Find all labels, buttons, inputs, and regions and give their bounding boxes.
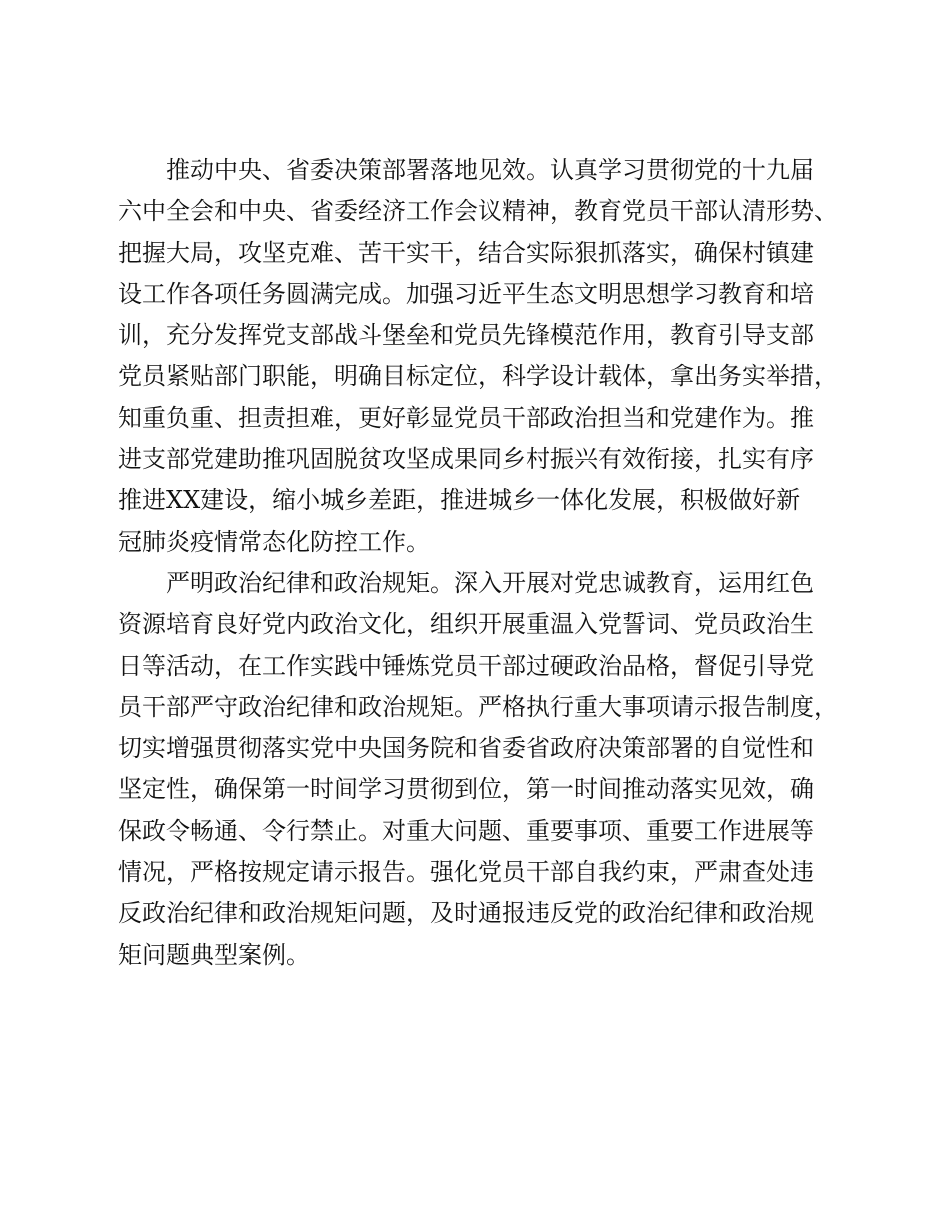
text-line: 推进XX建设，缩小城乡差距，推进城乡一体化发展，积极做好新 <box>118 486 801 515</box>
paragraph-1 <box>118 150 838 563</box>
text-line: 员干部严守政治纪律和政治规矩。严格执行重大事项请示报告制度， <box>118 692 838 721</box>
paragraph-2 <box>118 563 838 976</box>
text-line: 资源培育良好党内政治文化，组织开展重温入党誓词、党员政治生 <box>118 610 814 639</box>
text-line: 党员紧贴部门职能，明确目标定位，科学设计载体，拿出务实举措， <box>118 362 838 391</box>
document-body <box>118 150 838 976</box>
text-line: 坚定性，确保第一时间学习贯彻到位，第一时间推动落实见效，确 <box>118 775 814 804</box>
text-line: 严明政治纪律和政治规矩。深入开展对党忠诚教育，运用红色 <box>166 568 814 597</box>
text-line: 反政治纪律和政治规矩问题，及时通报违反党的政治纪律和政治规 <box>118 899 814 928</box>
text-line: 情况，严格按规定请示报告。强化党员干部自我约束，严肃查处违 <box>118 858 814 887</box>
text-line: 知重负重、担责担难，更好彰显党员干部政治担当和党建作为。推 <box>118 403 814 432</box>
text-line: 六中全会和中央、省委经济工作会议精神，教育党员干部认清形势、 <box>118 197 838 226</box>
text-line: 把握大局，攻坚克难、苦干实干，结合实际狠抓落实，确保村镇建 <box>118 238 814 267</box>
text-line: 推动中央、省委决策部署落地见效。认真学习贯彻党的十九届 <box>166 156 814 184</box>
text-line: 日等活动，在工作实践中锤炼党员干部过硬政治品格，督促引导党 <box>118 651 814 680</box>
text-line: 矩问题典型案例。 <box>118 940 310 969</box>
text-line: 训，充分发挥党支部战斗堡垒和党员先锋模范作用，教育引导支部 <box>118 321 814 350</box>
text-line: 设工作各项任务圆满完成。加强习近平生态文明思想学习教育和培 <box>118 279 814 308</box>
text-line: 进支部党建助推巩固脱贫攻坚成果同乡村振兴有效衔接，扎实有序 <box>118 445 814 474</box>
text-line: 切实增强贯彻落实党中央国务院和省委省政府决策部署的自觉性和 <box>118 734 814 763</box>
text-line: 保政令畅通、令行禁止。对重大问题、重要事项、重要工作进展等 <box>118 816 814 845</box>
text-line: 冠肺炎疫情常态化防控工作。 <box>118 527 430 556</box>
